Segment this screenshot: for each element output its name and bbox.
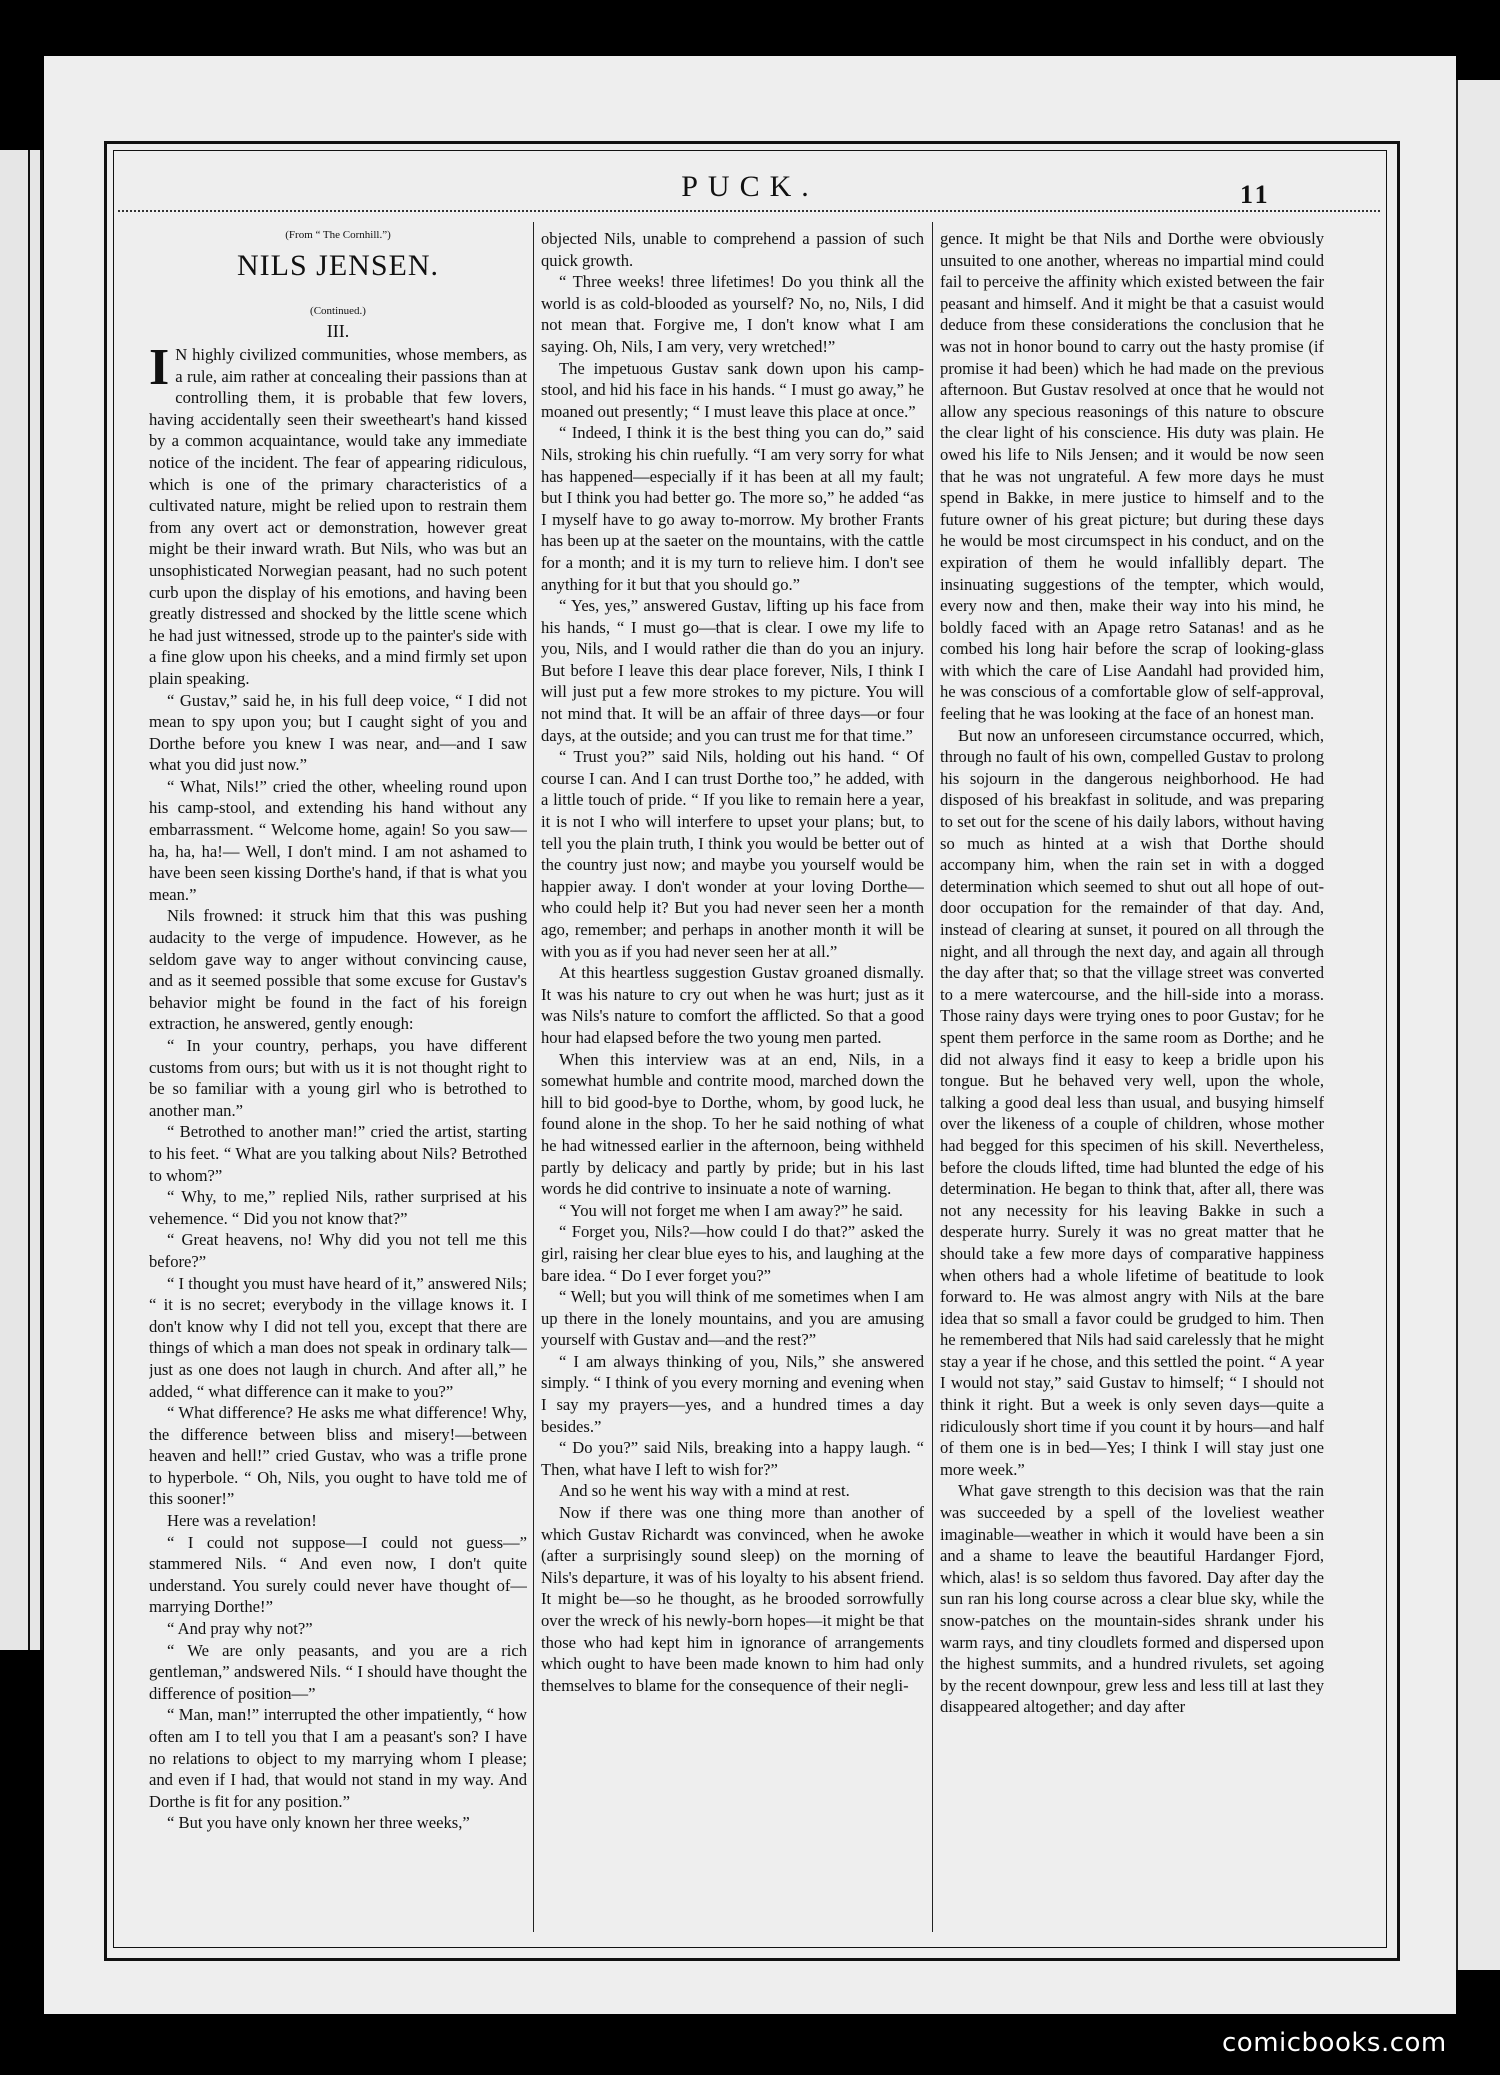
paragraph: “ In your country, perhaps, you have different customs from ours; but with us it is not thought right to be so familiar with a young girl who is betrothed to another man.” bbox=[149, 1036, 527, 1120]
paragraph: “ You will not forget me when I am away?” he said. bbox=[559, 1200, 903, 1220]
story-title: NILS JENSEN. bbox=[236, 249, 439, 282]
column-3-body bbox=[940, 725, 1324, 1718]
paragraph: I N highly civilized communities, whose members, as a rule, aim rather at concealing their passions than at controlling them, it is probable that few lovers, having accidentally seen their sweetheart's hand kissed by a common acquaintance, would take any immediate notice of the incident. The fear of appearing ridiculous, which is one of the primary characteristics of a cultivated nature, might be relied upon to restrain them from any overt act or demonstration, however great might be their inward wrath. But Nils, who was but an unsophisticated Norwegian peasant, had no such potent curb upon the display of his emotions, and having been greatly distressed and shocked by the little scene which he had just witnessed, strode up to the painter's side with a fine glow upon his cheeks, and a mind firmly set upon plain speaking. bbox=[149, 339, 527, 688]
paragraph: “ And pray why not?” bbox=[167, 1619, 313, 1639]
paragraph: When this interview was at an end, Nils, in a somewhat humble and contrite mood, marched down the hill to bid good-bye to Dorthe, whom, by good luck, he found alone in the shop. To her he said nothing of what he had witnessed earlier in the afternoon, being withheld partly by delicacy and partly by pride; but in his last words he did contrive to insinuate a note of warning. bbox=[541, 1049, 924, 1199]
paragraph: What gave strength to this decision was that the rain was succeeded by a spell of the loveliest weather imaginable—weather in which it would have been a sin and a shame to leave the beautiful Hardanger Fjord, which, alas! is so seldom thus favored. Day after day the sun ran his long course across a clear blue sky, while the snow-patches on the mountain-sides shrank under his warm rays, and tiny cloudlets formed and dispersed upon the highest summits, and a hundred rivulets, set agoing by the recent downpour, grew less and less till at last they disappeared altogether; and day after bbox=[940, 1481, 1324, 1717]
paragraph: But now an unforeseen circumstance occurred, which, through no fault of his own, compelled Gustav to prolong his sojourn in the dangerous neighborhood. He had disposed of his breakfast in solitude, and was preparing to set out for the scene of his daily labors, without having so much as hinted at a wish that Dorthe should accompany him, when the rain set in with a dogged determination which seemed to shut out all hope of out-door occupation for the remainder of that day. And, instead of clearing at sunset, it poured on all through the night, and all through the next day, and again all through the day after that; so that the village street was converted to a mere watercourse, and the hill-side into a morass. Those rainy days were trying ones to poor Gustav; for he spent them perforce in the same room as Dorthe; and he did not always find it easy to keep a bridle upon his tongue. But he behaved very well, upon the whole, talking a good deal less than usual, and busying himself over the likeness of a couple of children, whose mother had begged for this specimen of his skill. Nevertheless, before the clouds lifted, time had blunted the edge of his determination. He began to think that, after all, there was not any necessity for his leaving Bakke in such a desperate hurry. Surely it was no great matter that he should take a few more days of comparative happiness when others had a whole lifetime of beatitude to look forward to. He was almost angry with Nils at the bare idea that so small a favor could be grudged to him. Then he remembered that Nils had said carelessly that he might stay a year if he chose, and this settled the point. “ A year I would not stay,” said Gustav to himself; “ I should not think it right. But a week is only seven days—quite a ridiculously short time if you count it by hours—and half of them one is in bed—Yes; I think I will stay just one more week.” bbox=[940, 725, 1324, 1479]
paragraph: “ Why, to me,” replied Nils, rather surprised at his vehemence. “ Did you not know that?” bbox=[149, 1187, 527, 1228]
paragraph: At this heartless suggestion Gustav groaned dismally. It was his nature to cry out when he was hurt; just as it was Nils's nature to comfort the afflicted. So that a good hour had elapsed before the two young men parted. bbox=[541, 963, 924, 1047]
column-3 bbox=[940, 228, 1324, 1948]
paragraph: “ Trust you?” said Nils, holding out his hand. “ Of course I can. And I can trust Dorthe too,” he added, with a little touch of pride. “ If you like to remain here a year, it is not I who will interfere to upset your plans; but, to tell you the plain truth, I think you would be better out of the country just now; and maybe you yourself would be happier away. I don't wonder at your loving Dorthe—who could help it? But you had never seen her a month ago, remember; and perhaps in another month it will be with you as if you had never seen her at all.” bbox=[541, 747, 924, 961]
chapter-heading: III. bbox=[326, 321, 350, 341]
column-divider bbox=[932, 222, 933, 1932]
paragraph: “ I could not suppose—I could not guess—” stammered Nils. “ And even now, I don't quite understand. You surely could never have thought of—marrying Dorthe!” bbox=[149, 1532, 527, 1617]
adjacent-page-edge bbox=[0, 150, 43, 1650]
column-1 bbox=[149, 228, 527, 1908]
paragraph: “ What, Nils!” cried the other, wheeling round upon his camp-stool, and extending his hand without any embarrassment. “ Welcome home, again! So you saw—ha, ha, ha!— Well, I don't mind. I am not ashamed to have been seen kissing Dorthe's hand, if that is what you mean.” bbox=[149, 776, 527, 904]
paragraph: “ I am always thinking of you, Nils,” she answered simply. “ I think of you every morning and evening when I say my prayers—yes, and a hundred times a day besides.” bbox=[541, 1351, 924, 1436]
paragraph: “ We are only peasants, and you are a rich gentleman,” andswered Nils. “ I should have thought the difference of position—” bbox=[149, 1640, 527, 1703]
paragraph: “ Betrothed to another man!” cried the artist, starting to his feet. “ What are you talking about Nils? Betrothed to whom?” bbox=[149, 1122, 527, 1185]
paragraph: “ I thought you must have heard of it,” answered Nils; “ it is no secret; everybody in the village knows it. I don't know why I did not tell you, except that there are things of which a man does not speak in ordinary talk—just as one does not laugh in church. And after all,” he added, “ what difference can it make to you?” bbox=[149, 1273, 527, 1401]
magazine-title: PUCK. bbox=[681, 170, 819, 203]
page-number: 11 bbox=[1240, 180, 1271, 209]
paragraph: “ But you have only known her three weeks,” bbox=[167, 1813, 470, 1833]
paragraph: “ Indeed, I think it is the best thing you can do,” said Nils, stroking his chin ruefully. “I am very sorry for what has happened—especially if it has been at all my fault; but I think you had better go. The more so,” he added “as I myself have to go away to-morrow. My brother Frants has been up at the saeter on the mountains, with the cattle for a month; and it is my turn to relieve him. I don't see anything for it but that you should go.” bbox=[541, 423, 924, 594]
paragraph: Now if there was one thing more than another of which Gustav Richardt was convinced, when he awoke (after a surprisingly sound sleep) on the morning of Nils's departure, it was of his loyalty to his absent friend. It might be—so he thought, as he brooded sorrowfully over the wreck of his newly-born hopes—it might be that those who had kept him in ignorance of arrangements which ought to have been made known to him had only themselves to blame for the consequence of their negli- bbox=[541, 1503, 924, 1695]
header-rule bbox=[118, 210, 1380, 215]
watermark: comicbooks.com bbox=[1222, 2028, 1447, 2058]
paragraph: Nils frowned: it struck him that this was pushing audacity to the verge of impudence. However, as he seldom gave way to anger without convincing cause, and as it seemed possible that some excuse for Gustav's behavior might be found in the fact of his foreign extraction, he answered, gently enough: bbox=[149, 906, 527, 1034]
column-2 bbox=[541, 228, 924, 1948]
paragraph: And so he went his way with a mind at rest. bbox=[559, 1481, 850, 1501]
source-credit: (From “ The Cornhill.”) bbox=[285, 229, 391, 241]
paragraph: “ Gustav,” said he, in his full deep voice, “ I did not mean to spy upon you; but I caught sight of you and Dorthe before you knew I was near, and—and I saw what you did just now.” bbox=[149, 690, 527, 775]
paragraph: “ Yes, yes,” answered Gustav, lifting up his face from his hands, “ I must go—that is clear. I owe my life to you, Nils, and I would rather die than do you an injury. But before I leave this dear place forever, Nils, I think I will just put a few more strokes to my picture. You will not mind that. It will be an affair of three days—or four days, at the outside; and you can trust me for that time.” bbox=[541, 596, 924, 745]
drop-cap: I bbox=[149, 339, 170, 396]
column-2-body bbox=[541, 271, 924, 1696]
paragraph: “ Forget you, Nils?—how could I do that?” asked the girl, raising her clear blue eyes to his, and laughing at the bare idea. “ Do I ever forget you?” bbox=[541, 1222, 924, 1285]
paragraph: “ Man, man!” interrupted the other impatiently, “ how often am I to tell you that I am a peasant's son? I have no relations to object to my marrying whom I please; and even if I had, that would not stand in my way. And Dorthe is fit for any position.” bbox=[149, 1705, 527, 1811]
adjacent-page-edge-right bbox=[1456, 80, 1500, 1970]
column-divider bbox=[533, 222, 534, 1932]
continued-label: (Continued.) bbox=[310, 305, 366, 317]
paragraph: Here was a revelation! bbox=[167, 1511, 317, 1531]
paragraph: “ Three weeks! three lifetimes! Do you think all the world is as cold-blooded as yourself? No, no, Nils, I did not mean that. Forgive me, I don't know what I am saying. Oh, Nils, I am very, very wretched!” bbox=[541, 272, 924, 356]
paragraph: “ Well; but you will think of me sometimes when I am up there in the lonely mountains, and you are amusing yourself with Gustav and—and the rest?” bbox=[541, 1287, 924, 1350]
paragraph: gence. It might be that Nils and Dorthe were obviously unsuited to one another, whereas no impartial mind could fail to perceive the affinity which existed between the fair peasant and himself. And it might be that a casuist would deduce from these considerations the conclusion that he was not in honor bound to carry out the hasty promise (if promise it had been) which he had made on the previous afternoon. But Gustav resolved at once that he would not allow any specious reasonings of this nature to obscure the clear light of his conscience. His duty was plain. He owed his life to Nils Jensen; and it would be now seen that he was not ungrateful. A few more days he must spend in Bakke, in mere justice to himself and to the future owner of his great picture; but during these days he would be most circumspect in his conduct, and on the expiration of them he would infallibly depart. The insinuating suggestions of the tempter, which would, every now and then, make their way into his mind, he boldly faced with an Apage retro Satanas! and as he combed his long hair before the scrap of looking-glass with which the care of Lise Aandahl had provided him, he was conscious of a comfortable glow of self-approval, feeling that he was looking at the face of an honest man. bbox=[940, 229, 1324, 724]
paragraph: “ Great heavens, no! Why did you not tell me this before?” bbox=[149, 1230, 527, 1271]
paragraph: “ Do you?” said Nils, breaking into a happy laugh. “ Then, what have I left to wish for?” bbox=[541, 1438, 924, 1479]
column-1-body bbox=[149, 690, 527, 1834]
paragraph: “ What difference? He asks me what difference! Why, the difference between bliss and misery!—between heaven and hell!” cried Gustav, who was a trifle prone to hyperbole. “ Oh, Nils, you ought to have told me of this sooner!” bbox=[149, 1403, 527, 1509]
paragraph: objected Nils, unable to comprehend a passion of such quick growth. bbox=[541, 229, 924, 270]
paragraph: The impetuous Gustav sank down upon his camp-stool, and hid his face in his hands. “ I must go away,” he moaned out presently; “ I must leave this place at once.” bbox=[541, 358, 924, 421]
